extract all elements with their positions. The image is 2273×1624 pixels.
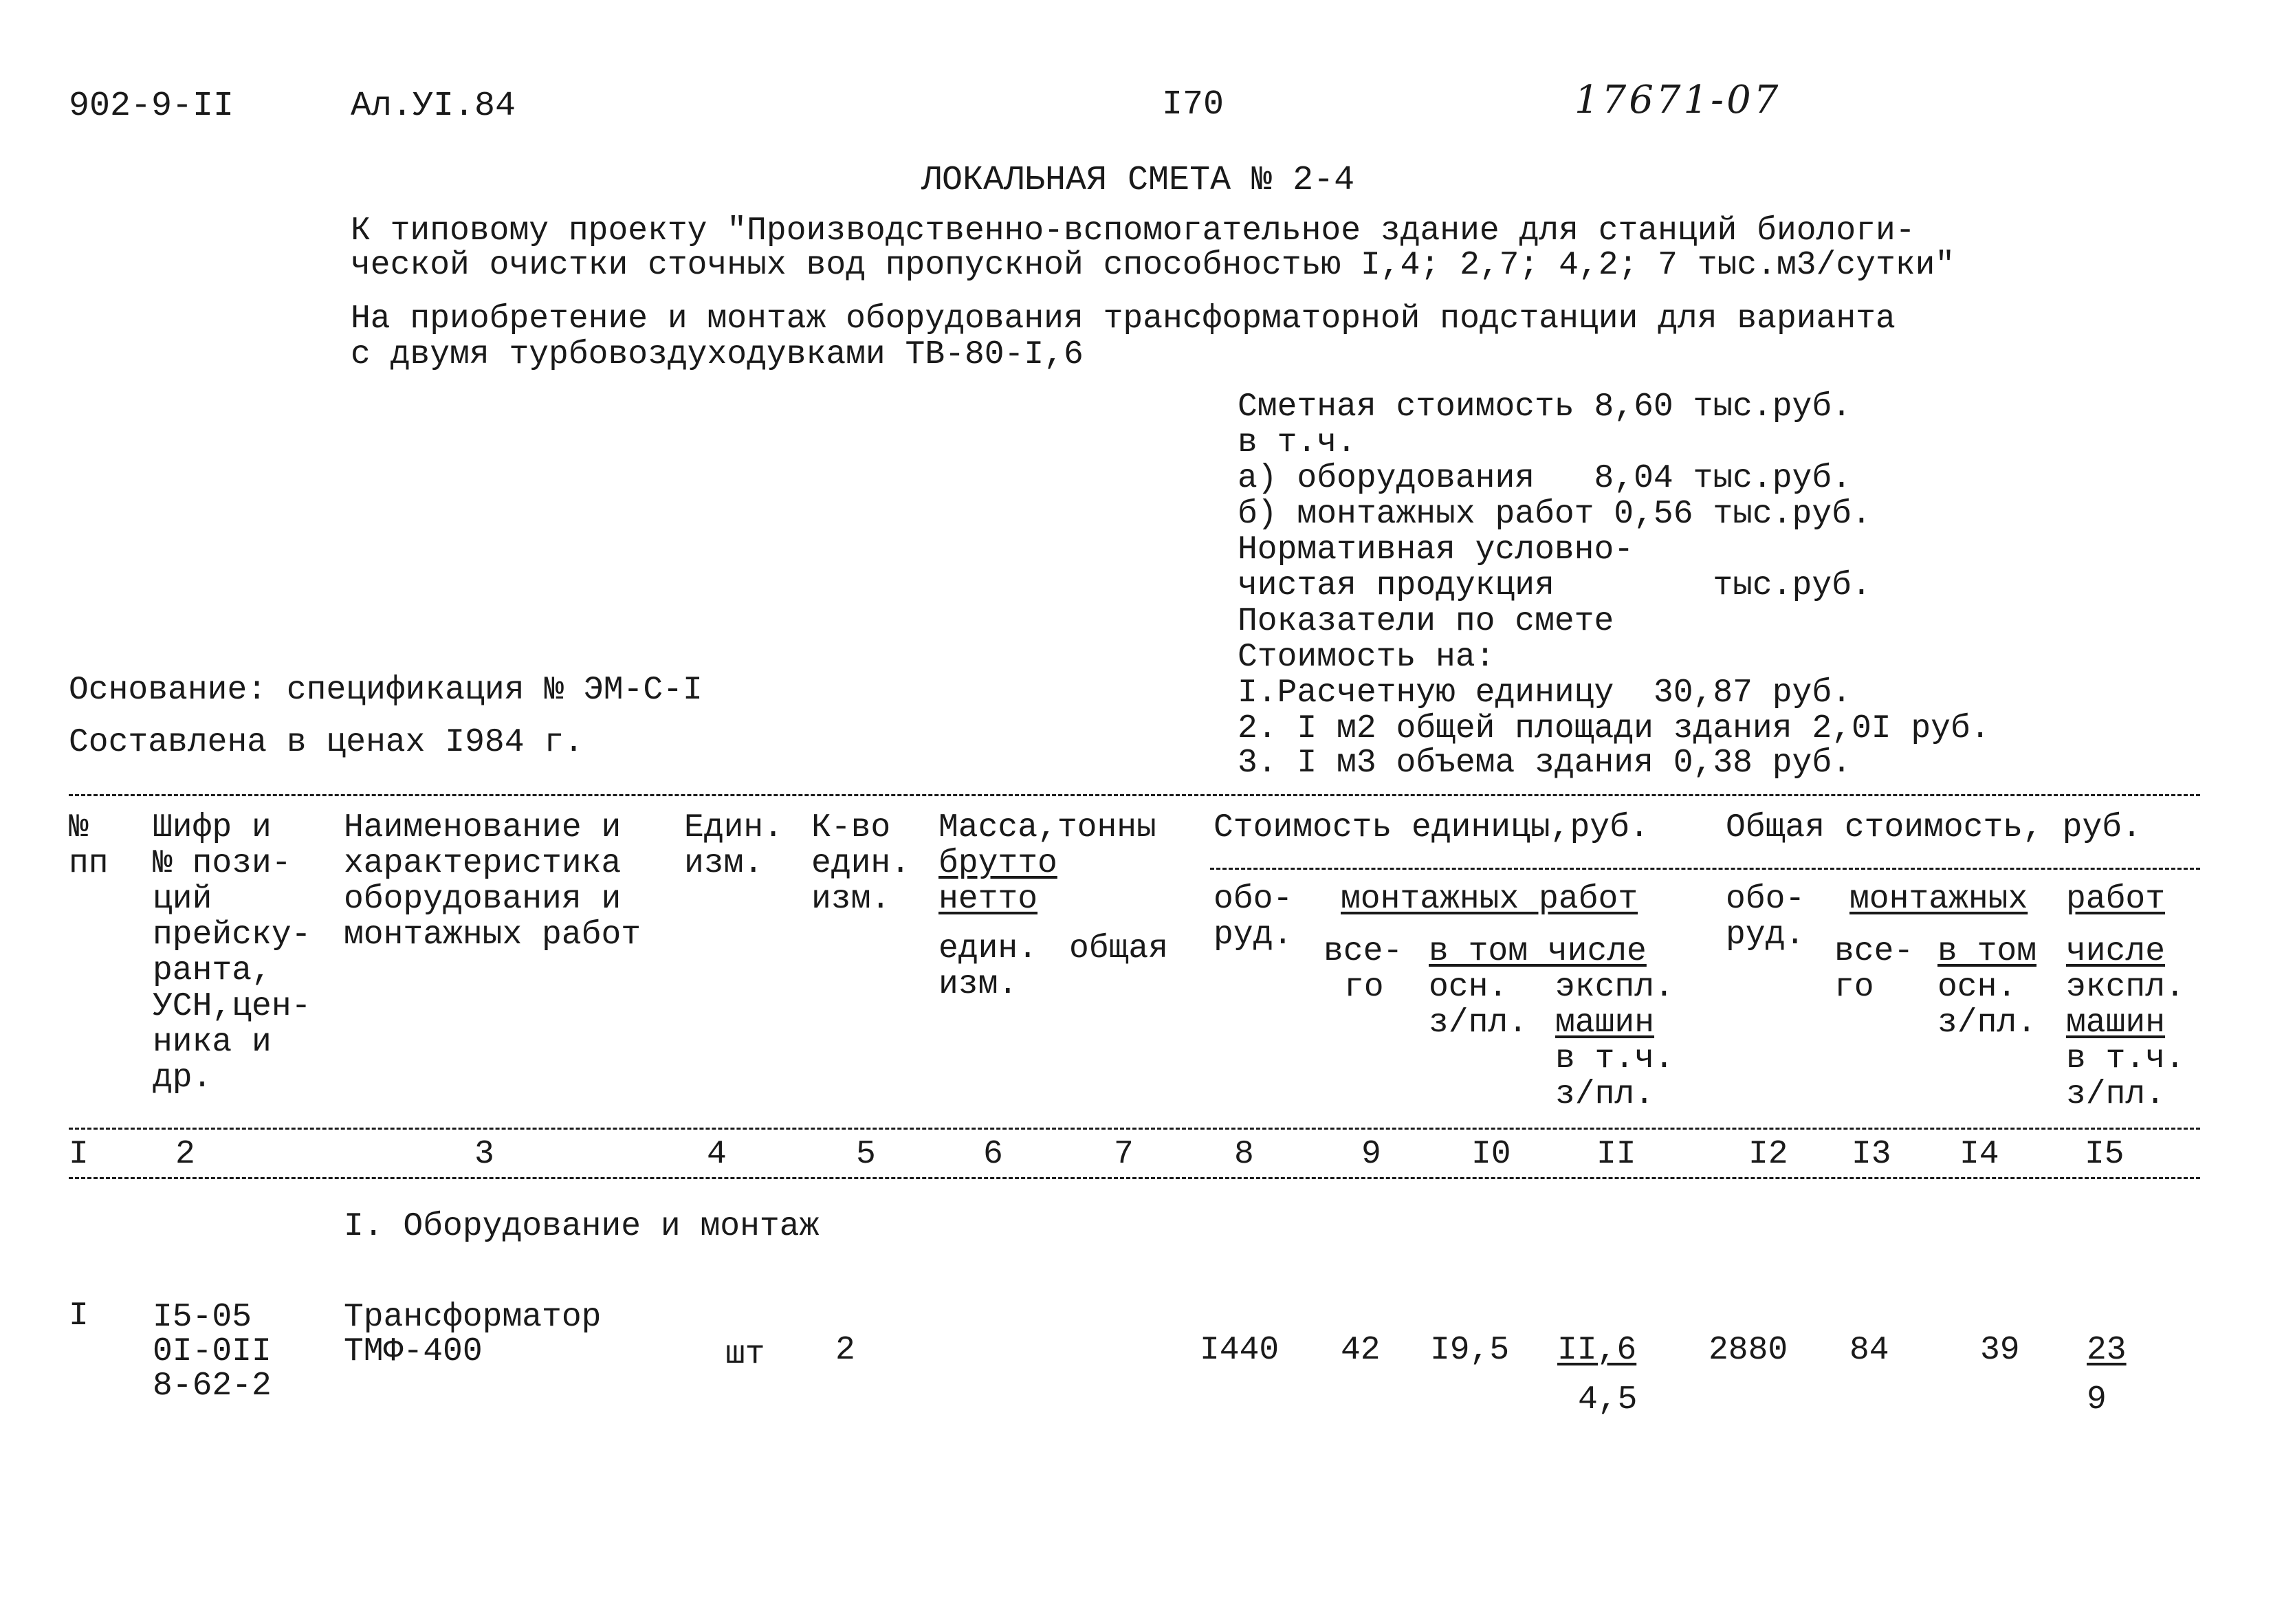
document-title: ЛОКАЛЬНАЯ СМЕТА № 2-4: [921, 161, 1355, 200]
cost-line: б) монтажных работ 0,56 тыс.руб.: [1238, 496, 1871, 533]
header-text: К-во: [811, 809, 891, 846]
column-number: I0: [1471, 1136, 1511, 1173]
header-text: го: [1344, 969, 1384, 1006]
handwritten-stamp: 17671-07: [1574, 78, 1781, 122]
intro-line-3: На приобретение и монтаж оборудования трансформаторной подстанции для варианта: [351, 300, 1896, 338]
header-text: осн.: [1937, 969, 2017, 1006]
header-text: монтажных работ: [344, 917, 641, 954]
header-text: един.: [938, 930, 1038, 967]
column-number: I: [69, 1136, 89, 1173]
header-text: нетто: [938, 881, 1038, 918]
header-text: руд.: [1726, 917, 1805, 954]
header-text: в том числе: [1429, 933, 1647, 970]
header-text: з/пл.: [1937, 1005, 2037, 1042]
column-number: 8: [1234, 1136, 1254, 1173]
intro-line-2: ческой очистки сточных вод пропускной способностью I,4; 2,7; 4,2; 7 тыс.м3/сутки": [351, 247, 1955, 284]
row-cell: II,6: [1557, 1332, 1637, 1369]
row-unit: шт: [725, 1336, 765, 1373]
header-text: экспл.: [1555, 969, 1674, 1006]
header-text: Стоимость единицы,руб.: [1214, 809, 1649, 846]
page-number: I70: [1162, 85, 1225, 124]
header-text: изм.: [684, 845, 764, 882]
row-code: I5-05: [153, 1299, 252, 1336]
cost-line: Показатели по смете: [1238, 603, 1614, 640]
header-text: го: [1834, 969, 1874, 1006]
header-text: монтажных работ: [1341, 881, 1638, 918]
cost-line: в т.ч.: [1238, 424, 1357, 461]
header-text: обо-: [1214, 881, 1293, 918]
row-name: ТМФ-400: [344, 1333, 483, 1370]
header-text: УСН,цен-: [153, 988, 311, 1025]
cost-line: чистая продукция тыс.руб.: [1238, 567, 1871, 604]
column-number: I4: [1959, 1136, 1999, 1173]
row-cell: 39: [1980, 1332, 2020, 1369]
column-number: I3: [1852, 1136, 1891, 1173]
row-code: 0I-0II: [153, 1333, 272, 1370]
header-text: един.: [811, 845, 911, 882]
header-text: Общая стоимость, руб.: [1726, 809, 2142, 846]
header-text: работ: [2066, 881, 2166, 918]
cost-line: а) оборудования 8,04 тыс.руб.: [1238, 460, 1852, 497]
table-header-rule: [69, 1128, 2200, 1130]
row-code: 8-62-2: [153, 1368, 272, 1405]
header-text: характеристика: [344, 845, 622, 882]
header-text: в т.ч.: [2066, 1040, 2185, 1077]
header-text: ника и: [153, 1024, 272, 1061]
header-text: в том: [1937, 933, 2037, 970]
header-text: Масса,тонны: [938, 809, 1156, 846]
header-text: машин: [2066, 1005, 2166, 1042]
header-text: ранта,: [153, 952, 272, 989]
project-code: 902-9-II: [69, 87, 234, 126]
header-text: пп: [69, 845, 109, 882]
header-text: обо-: [1726, 881, 1805, 918]
table-sub-rule: [1210, 868, 2200, 870]
column-number: 5: [856, 1136, 876, 1173]
row-cell: 9: [2087, 1381, 2107, 1418]
row-cell: 4,5: [1578, 1381, 1638, 1418]
colnum-rule: [69, 1177, 2200, 1179]
header-text: прейску-: [153, 917, 311, 954]
header-text: машин: [1555, 1005, 1655, 1042]
row-number: I: [69, 1297, 89, 1335]
header-text: Един.: [684, 809, 784, 846]
cost-line: I.Расчетную единицу 30,87 руб.: [1238, 674, 1852, 712]
column-number: II: [1596, 1136, 1636, 1173]
header-text: экспл.: [2066, 969, 2185, 1006]
row-cell: 84: [1849, 1332, 1889, 1369]
header-text: руд.: [1214, 917, 1293, 954]
header-text: в т.ч.: [1555, 1040, 1674, 1077]
prices-text: Составлена в ценах I984 г.: [69, 724, 584, 761]
column-number: I5: [2085, 1136, 2124, 1173]
row-cell: 2880: [1709, 1332, 1788, 1369]
intro-line-4: с двумя турбовоздуходувками ТВ-80-I,6: [351, 336, 1084, 373]
header-text: брутто: [938, 845, 1057, 882]
header-text: монтажных: [1849, 881, 2028, 918]
intro-line-1: К типовому проекту "Производственно-вспомогательное здание для станций биологи-: [351, 212, 1915, 250]
cost-line: 3. I м3 объема здания 0,38 руб.: [1238, 745, 1852, 782]
column-number: I2: [1748, 1136, 1788, 1173]
header-text: з/пл.: [2066, 1076, 2166, 1113]
header-text: з/пл.: [1429, 1005, 1528, 1042]
column-number: 3: [474, 1136, 494, 1173]
row-qty: 2: [835, 1332, 855, 1369]
row-cell: I440: [1200, 1332, 1280, 1369]
basis-text: Основание: спецификация № ЭМ-С-I: [69, 672, 703, 709]
cost-line: Сметная стоимость 8,60 тыс.руб.: [1238, 388, 1852, 426]
header-text: оборудования и: [344, 881, 622, 918]
header-text: осн.: [1429, 969, 1508, 1006]
header-text: все-: [1834, 933, 1914, 970]
column-number: 7: [1114, 1136, 1134, 1173]
row-cell: I9,5: [1430, 1332, 1510, 1369]
cost-line: Нормативная условно-: [1238, 531, 1634, 569]
cost-line: Стоимость на:: [1238, 639, 1495, 676]
row-cell: 42: [1341, 1332, 1381, 1369]
column-number: 4: [707, 1136, 727, 1173]
header-text: др.: [153, 1060, 212, 1097]
header-text: № пози-: [153, 845, 292, 882]
header-text: изм.: [938, 966, 1018, 1003]
header-text: общая: [1069, 930, 1169, 967]
row-cell: 23: [2087, 1332, 2127, 1369]
cost-line: 2. I м2 общей площади здания 2,0I руб.: [1238, 710, 1990, 747]
header-text: числе: [2066, 933, 2166, 970]
header-text: изм.: [811, 881, 891, 918]
column-number: 2: [175, 1136, 195, 1173]
header-text: з/пл.: [1555, 1076, 1655, 1113]
header-text: Наименование и: [344, 809, 622, 846]
column-number: 6: [983, 1136, 1003, 1173]
row-name: Трансформатор: [344, 1299, 602, 1336]
section-heading: I. Оборудование и монтаж: [344, 1208, 820, 1245]
column-number: 9: [1361, 1136, 1381, 1173]
header-text: ций: [153, 881, 212, 918]
header-text: Шифр и: [153, 809, 272, 846]
album-number: Ал.УI.84: [351, 87, 516, 126]
header-text: все-: [1324, 933, 1403, 970]
header-text: №: [69, 809, 89, 846]
table-top-rule: [69, 794, 2200, 796]
